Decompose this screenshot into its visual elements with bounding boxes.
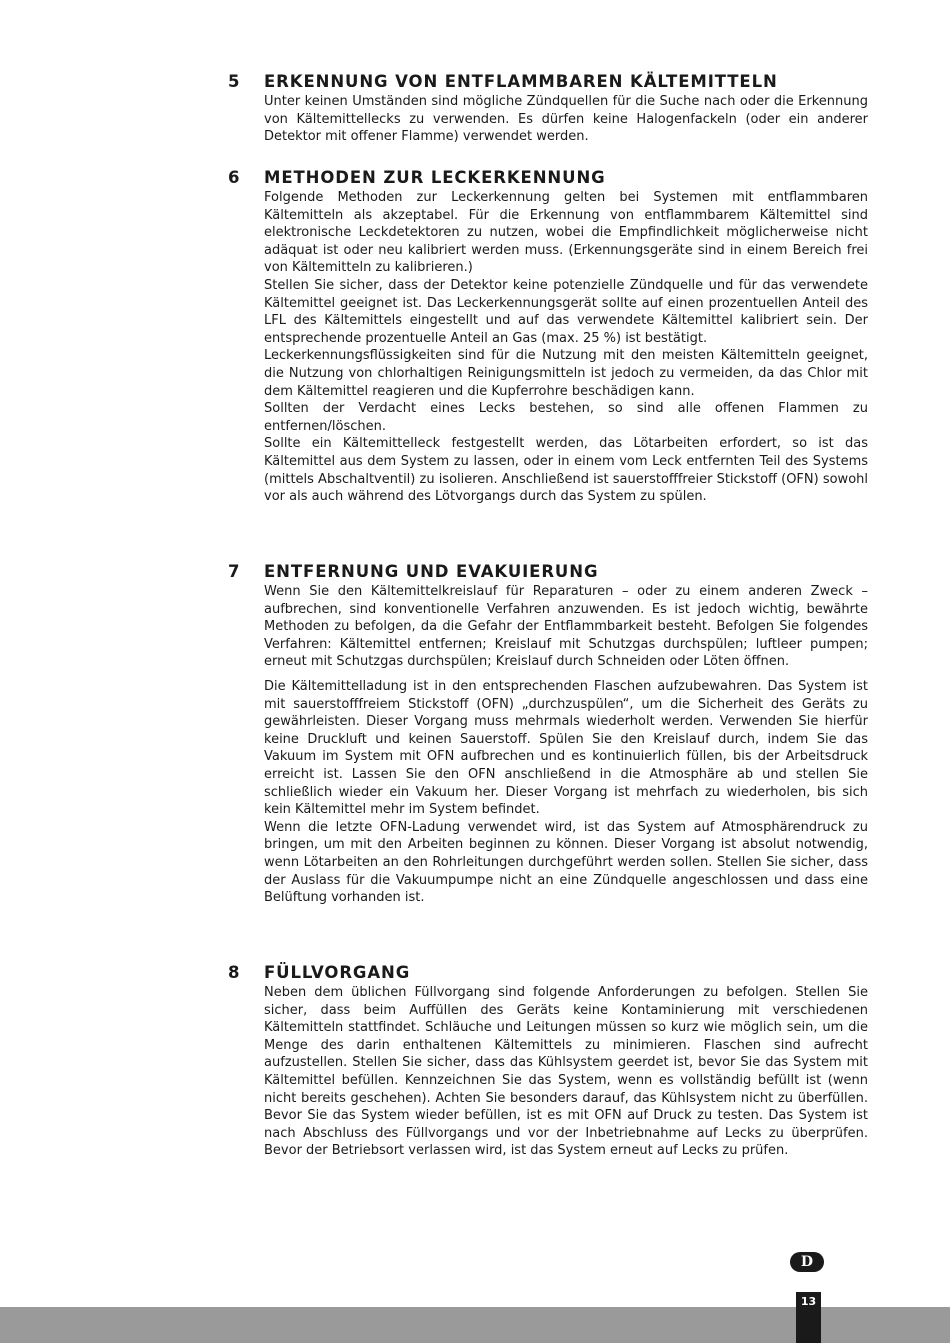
paragraph: Wenn die letzte OFN-Ladung verwendet wird, ist das System auf Atmosphärendruck zu bringen, um mit den Arbeiten beginnen zu können. Dieser Vorgang ist absolut notwendig, wenn Lötarbeiten an den Rohrleitungen durchgeführt werden sollen. Stellen Sie sicher, dass der Auslass für die Vakuumpumpe nicht an eine Zündquelle angeschlossen und dass eine Belüftung vorhanden ist. xyxy=(264,819,868,906)
section-number: 5 xyxy=(228,72,241,91)
section-8 xyxy=(228,963,868,1160)
section-6 xyxy=(228,168,868,506)
section-heading xyxy=(228,963,868,982)
section-title: METHODEN ZUR LECKERKENNUNG xyxy=(264,168,606,187)
section-body xyxy=(264,93,868,146)
section-heading xyxy=(228,72,868,91)
section-number: 6 xyxy=(228,168,241,187)
paragraph: Folgende Methoden zur Leckerkennung gelten bei Systemen mit entflammbaren Kältemitteln als akzeptabel. Für die Erkennung von entflammbarem Kältemittel sind elektronische Leckdetektoren zu nutzen, wobei die Empfindlichkeit möglicherweise nicht adäquat ist oder neu kalibriert werden muss. (Erkennungsgeräte sind in einem Bereich frei von Kältemitteln zu kalibrieren.) xyxy=(264,190,868,276)
section-body xyxy=(264,189,868,506)
paragraph: Sollten der Verdacht eines Lecks bestehen, so sind alle offenen Flammen zu entfernen/löschen. xyxy=(264,401,868,434)
paragraph: Wenn Sie den Kältemittelkreislauf für Reparaturen – oder zu einem anderen Zweck – aufbrechen, sind konventionelle Verfahren anzuwenden. Es ist jedoch wichtig, bewährte Methoden zu befolgen, da die Gefahr der Entflammbarkeit besteht. Befolgen Sie folgendes Verfahren: Kältemittel entfernen; Kreislauf mit Schutzgas durchspülen; luftleer pumpen; erneut mit Schutzgas durchspülen; Kreislauf durch Schneiden oder Löten öffnen. xyxy=(264,584,868,670)
section-body xyxy=(264,583,868,907)
section-heading xyxy=(228,562,868,581)
page-number: 13 xyxy=(796,1292,821,1343)
paragraph: Sollte ein Kältemittelleck festgestellt werden, das Lötarbeiten erfordert, so ist das Kältemittel aus dem System zu lassen, oder in einem vom Leck entfernten Teil des Systems (mittels Abschaltventil) zu isolieren. Anschließend ist sauerstofffreier Stickstoff (OFN) sowohl vor als auch während des Lötvorgangs durch das System zu spülen. xyxy=(264,436,868,505)
section-title: ENTFERNUNG UND EVAKUIERUNG xyxy=(264,562,599,581)
paragraph: Neben dem üblichen Füllvorgang sind folgende Anforderungen zu befolgen. Stellen Sie sicher, dass beim Auffüllen des Geräts keine Kontaminierung mit verschiedenen Kältemitteln stattfindet. Schläuche und Leitungen müssen so kurz wie möglich sein, um die Menge des darin enthaltenen Kältemittels zu minimieren. Flaschen sind aufrecht aufzustellen. Stellen Sie sicher, dass das Kühlsystem geerdet ist, bevor Sie das System mit Kältemittel befüllen. Kennzeichnen Sie das System, wenn es vollständig befüllt ist (wenn nicht bereits geschehen). Achten Sie besonders darauf, das Kühlsystem nicht zu überfüllen. Bevor Sie das System wieder befüllen, ist es mit OFN auf Druck zu testen. Das System ist nach Abschluss des Füllvorgangs und vor der Inbetriebnahme auf Lecks zu überprüfen. Bevor der Betriebsort verlassen wird, ist das System erneut auf Lecks zu prüfen. xyxy=(264,985,868,1159)
section-body xyxy=(264,984,868,1160)
section-title: FÜLLVORGANG xyxy=(264,963,411,982)
paragraph: Unter keinen Umständen sind mögliche Zündquellen für die Suche nach oder die Erkennung von Kältemittellecks zu verwenden. Es dürfen keine Halogenfackeln (oder ein anderer Detektor mit offener Flamme) verwendet werden. xyxy=(264,94,868,145)
section-number: 8 xyxy=(228,963,241,982)
paragraph: Leckerkennungsflüssigkeiten sind für die Nutzung mit den meisten Kältemitteln geeignet, die Nutzung von chlorhaltigen Reinigungsmitteln ist jedoch zu vermeiden, da das Chlor mit dem Kältemittel reagieren und die Kupferrohre beschädigen kann. xyxy=(264,348,868,399)
paragraph: Die Kältemittelladung ist in den entsprechenden Flaschen aufzubewahren. Das System ist mit sauerstofffreiem Stickstoff (OFN) „durchzuspülen“, um die Sicherheit des Geräts zu gewährleisten. Dieser Vorgang muss mehrmals wiederholt werden. Verwenden Sie hierfür keine Druckluft und keinen Sauerstoff. Spülen Sie den Kreislauf durch, indem Sie das Vakuum im System mit OFN aufbrechen und es kontinuierlich füllen, bis der Arbeitsdruck erreicht ist. Lassen Sie den OFN anschließend in die Atmosphäre ab und stellen Sie schließlich wieder ein Vakuum her. Dieser Vorgang ist mehrfach zu wiederholen, bis sich kein Kältemittel mehr im System befindet. xyxy=(264,678,868,818)
paragraph: Stellen Sie sicher, dass der Detektor keine potenzielle Zündquelle und für das verwendete Kältemittel geeignet ist. Das Leckerkennungsgerät sollte auf einen prozentuellen Anteil des LFL des Kältemittels eingestellt und auf das verwendete Kältemittel kalibriert sein. Der entsprechende prozentuelle Anteil an Gas (max. 25 %) ist bestätigt. xyxy=(264,277,868,346)
section-title: ERKENNUNG VON ENTFLAMMBAREN KÄLTEMITTELN xyxy=(264,72,778,91)
section-heading xyxy=(228,168,868,187)
section-number: 7 xyxy=(228,562,241,581)
language-badge: D xyxy=(790,1252,824,1272)
section-7 xyxy=(228,562,868,907)
section-5 xyxy=(228,72,868,146)
